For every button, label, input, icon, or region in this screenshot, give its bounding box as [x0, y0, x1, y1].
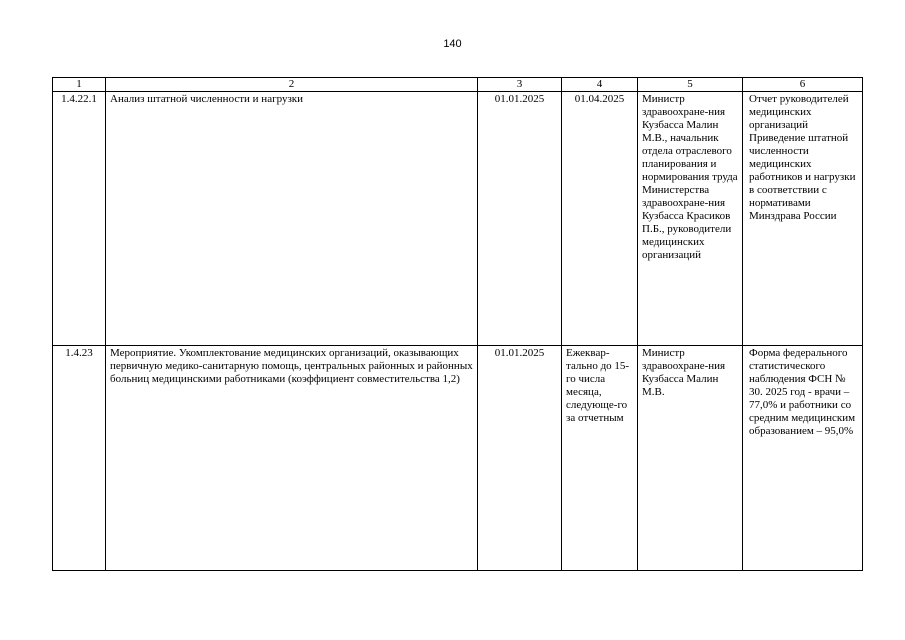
header-col-3: 3 [478, 78, 562, 92]
table-header-row [53, 78, 863, 92]
row-start-date: 01.01.2025 [478, 92, 562, 346]
row-number: 1.4.23 [53, 346, 106, 571]
header-col-2: 2 [106, 78, 478, 92]
row-activity-name: Мероприятие. Укомплектование медицинских организаций, оказывающих первичную медико-санитарную помощь, центральных районных и районных больниц медицинскими работниками (коэффициент совместительства 1,2) [106, 346, 478, 571]
row-activity-name: Анализ штатной численности и нагрузки [106, 92, 478, 346]
row-result: Форма федерального статистического наблюдения ФСН № 30. 2025 год - врачи – 77,0% и работники со средним медицинским образованием – 95,0% [743, 346, 863, 571]
row-start-date: 01.01.2025 [478, 346, 562, 571]
page-number: 140 [443, 38, 462, 50]
table-row [53, 92, 863, 346]
header-col-1: 1 [53, 78, 106, 92]
row-end-date: 01.04.2025 [562, 92, 638, 346]
table-row [53, 346, 863, 571]
row-responsible: Министр здравоохране-ния Кузбасса Малин М.В. [638, 346, 743, 571]
row-result: Отчет руководителей медицинских организаций Приведение штатной численности медицинских работников и нагрузки в соответствии с нормативами Минздрава России [743, 92, 863, 346]
row-end-date: Ежеквар-тально до 15-го числа месяца, следующе-го за отчетным [562, 346, 638, 571]
header-col-6: 6 [743, 78, 863, 92]
header-col-5: 5 [638, 78, 743, 92]
row-responsible: Министр здравоохране-ния Кузбасса Малин М.В., начальник отдела отраслевого планирования и нормирования труда Министерства здравоохране-ния Кузбасса Красиков П.Б., руководители медицинских организаций [638, 92, 743, 346]
row-number: 1.4.22.1 [53, 92, 106, 346]
plan-table [52, 77, 863, 571]
header-col-4: 4 [562, 78, 638, 92]
